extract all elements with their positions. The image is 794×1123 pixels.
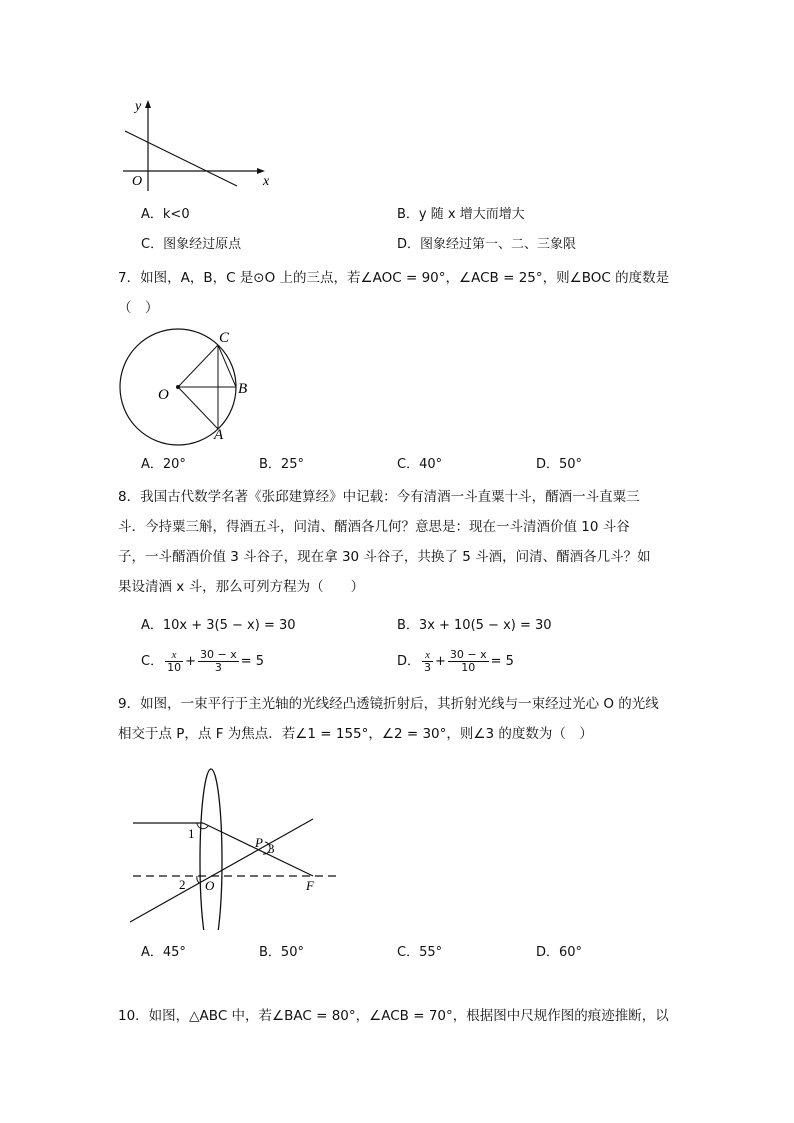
q6-origin-label: O — [132, 174, 143, 189]
q7-segment-cb — [218, 345, 236, 387]
q8-option-c-f1-num: x — [165, 649, 183, 662]
q8-option-d-fraction1 — [422, 649, 433, 674]
q6-option-b[interactable]: B．y 随 x 增大而增大 — [397, 207, 525, 222]
q9-angle2-arc — [197, 876, 199, 883]
q6-linear-graph — [115, 95, 285, 195]
q8-option-d-prefix: D． — [397, 654, 421, 669]
q9-lens-figure — [125, 765, 345, 930]
q8-option-a[interactable]: A．10x + 3(5 − x) = 30 — [141, 618, 296, 633]
q8-option-c-plus: + — [185, 654, 196, 669]
q7-stem-line1: 7．如图，A，B，C 是⊙O 上的三点，若∠AOC = 90°，∠ACB = 25°，则∠BOC 的度数是 — [118, 270, 670, 286]
q7-label-c: C — [219, 330, 230, 346]
q8-stem-line4: 果设清酒 x 斗，那么可列方程为（ ） — [118, 579, 365, 595]
q6-x-label: x — [263, 174, 270, 189]
q8-option-c-fraction1 — [165, 649, 183, 674]
q6-y-arrow — [145, 100, 151, 108]
q7-option-c[interactable]: C．40° — [397, 457, 443, 472]
q9-option-d[interactable]: D．60° — [536, 945, 583, 960]
q8-option-d-f2-den: 10 — [461, 661, 476, 674]
q9-angle1-arc — [197, 823, 208, 829]
q8-option-d-f2-num: 30 − x — [449, 648, 487, 661]
q8-option-d-f1-num: x — [422, 649, 433, 662]
q7-option-d[interactable]: D．50° — [536, 457, 583, 472]
q8-option-c-prefix: C． — [141, 654, 164, 669]
q7-segment-oa — [178, 387, 218, 429]
q6-option-c[interactable]: C．图象经过原点 — [141, 237, 242, 252]
q9-label-2: 2 — [179, 877, 186, 892]
q6-option-a[interactable]: A．k<0 — [141, 207, 190, 222]
q10-stem-line1: 10．如图，△ABC 中，若∠BAC = 80°，∠ACB = 70°，根据图中尺规作图的痕迹推断，以 — [118, 1008, 669, 1024]
q7-center-dot — [176, 385, 180, 389]
q7-option-a[interactable]: A．20° — [141, 457, 186, 472]
q9-option-c[interactable]: C．55° — [397, 945, 443, 960]
q6-y-label: y — [135, 99, 142, 114]
q8-option-c-f2-den: 3 — [214, 661, 222, 674]
q8-option-d-plus: + — [435, 654, 446, 669]
q7-option-b[interactable]: B．25° — [259, 457, 304, 472]
q9-option-a[interactable]: A．45° — [141, 945, 186, 960]
q9-label-o: O — [205, 878, 215, 893]
q9-convex-lens — [200, 769, 222, 930]
q7-label-o: O — [158, 387, 169, 403]
q8-option-c-f1-den: 10 — [167, 661, 182, 674]
q8-stem-line1: 8．我国古代数学名著《张邱建算经》中记载：今有清酒一斗直粟十斗，醑酒一斗直粟三 — [118, 489, 640, 505]
q8-option-c-eq: = 5 — [240, 654, 264, 669]
q8-option-b[interactable]: B．3x + 10(5 − x) = 30 — [397, 618, 552, 633]
q8-option-d-fraction2 — [448, 649, 489, 674]
q8-stem-line3: 子，一斗醑酒价值 3 斗谷子，现在拿 30 斗谷子，共换了 5 斗酒，问清、醑酒各几斗？如 — [118, 549, 651, 565]
q8-option-d-eq: = 5 — [490, 654, 514, 669]
q7-circle-figure — [110, 325, 270, 455]
q9-label-p: P — [255, 835, 263, 850]
q8-option-c-f2-num: 30 − x — [199, 648, 237, 661]
q9-stem-line1: 9．如图，一束平行于主光轴的光线经凸透镜折射后，其折射光线与一束经过光心 O 的光线 — [118, 696, 659, 712]
q8-stem-line2: 斗．今持粟三斛，得酒五斗，问清、醑酒各几何？意思是：现在一斗清酒价值 10 斗谷 — [118, 519, 630, 535]
q7-segment-oc — [178, 345, 218, 387]
q7-label-a: A — [214, 427, 224, 443]
q9-stem-line2: 相交于点 P，点 F 为焦点．若∠1 = 155°，∠2 = 30°，则∠3 的度数为（ ） — [118, 726, 593, 742]
q6-option-d[interactable]: D．图象经过第一、二、三象限 — [397, 237, 577, 252]
q9-label-3: 3 — [268, 841, 275, 856]
q8-option-c[interactable] — [141, 649, 264, 674]
q9-label-1: 1 — [188, 826, 195, 841]
q7-stem-line2: （ ） — [118, 300, 159, 316]
q7-label-b: B — [238, 381, 248, 397]
q8-option-d-f1-den: 3 — [424, 661, 432, 674]
q9-option-b[interactable]: B．50° — [259, 945, 304, 960]
q8-option-c-fraction2 — [198, 649, 239, 674]
q9-label-f: F — [306, 878, 314, 893]
q8-option-d[interactable] — [397, 649, 514, 674]
